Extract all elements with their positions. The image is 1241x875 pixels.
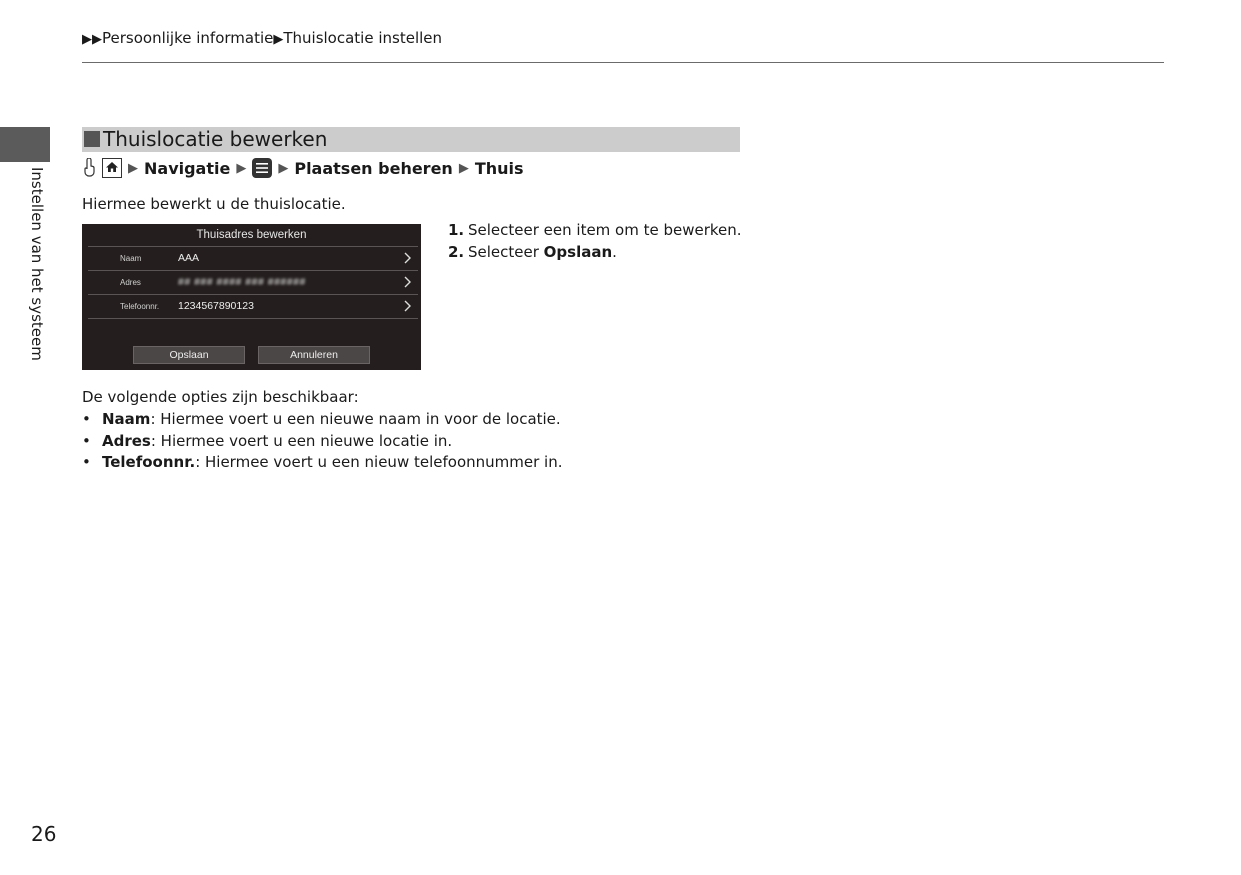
row-value-name[interactable]: AAA	[178, 252, 200, 264]
step-item	[448, 241, 742, 263]
breadcrumb-item-home-location: Thuislocatie instellen	[283, 29, 443, 47]
nav-separator: ▶	[278, 160, 289, 176]
step-text: Selecteer een item om te bewerken.	[468, 221, 742, 239]
chapter-tab	[0, 127, 50, 162]
list-item	[82, 452, 562, 474]
row-value-phone[interactable]: 1234567890123	[178, 300, 254, 312]
option-term: Naam	[102, 410, 151, 428]
nav-item-thuis: Thuis	[474, 158, 524, 178]
option-term: Telefoonnr.	[102, 453, 196, 471]
bullet: •	[82, 453, 91, 471]
breadcrumb-arrows: ▶▶	[82, 32, 102, 47]
step-emphasis: Opslaan	[543, 243, 613, 261]
steps-list	[448, 219, 742, 263]
finger-press-icon	[82, 158, 96, 178]
nav-separator: ▶	[128, 160, 138, 176]
screen-title: Thuisadres bewerken	[196, 229, 307, 241]
cancel-button[interactable]: Annuleren	[258, 346, 370, 364]
option-description: : Hiermee voert u een nieuwe naam in voor de locatie.	[150, 410, 561, 428]
section-square-icon	[84, 131, 100, 147]
step-text: Selecteer	[468, 243, 544, 261]
bullet: •	[82, 410, 91, 428]
option-description: : Hiermee voert u een nieuw telefoonnummer in.	[195, 453, 563, 471]
chapter-label: Instellen van het systeem	[28, 167, 46, 361]
options-intro: De volgende opties zijn beschikbaar:	[82, 388, 359, 406]
nav-item-plaatsen-beheren: Plaatsen beheren	[294, 158, 453, 178]
chevron-right-icon[interactable]	[401, 251, 413, 265]
section-title: Thuislocatie bewerken	[103, 127, 328, 151]
option-description: : Hiermee voert u een nieuwe locatie in.	[150, 431, 453, 450]
page-number: 26	[31, 822, 57, 846]
home-icon	[102, 158, 122, 178]
bullet: •	[82, 431, 91, 450]
step-text-end: .	[612, 243, 617, 261]
chevron-right-icon[interactable]	[401, 275, 413, 289]
step-item	[448, 219, 742, 241]
device-screen	[82, 224, 421, 370]
nav-separator: ▶	[236, 160, 247, 176]
screen-divider	[88, 270, 418, 271]
intro-text: Hiermee bewerkt u de thuislocatie.	[82, 195, 346, 213]
nav-item-navigatie: Navigatie	[144, 158, 231, 178]
screen-divider	[88, 318, 418, 319]
row-label-address: Adres	[120, 278, 141, 287]
options-list	[82, 409, 562, 474]
step-number: 1.	[448, 221, 465, 239]
list-item	[82, 409, 562, 431]
screen-divider	[88, 246, 418, 247]
screen-divider	[88, 294, 418, 295]
row-value-address[interactable]: ## ### #### ### ######	[178, 276, 306, 288]
step-number: 2.	[448, 243, 465, 261]
header-divider	[82, 62, 1164, 63]
breadcrumb-separator: ▶	[273, 32, 284, 47]
navigation-path	[82, 157, 524, 179]
breadcrumb	[82, 29, 442, 47]
row-label-phone: Telefoonnr.	[120, 302, 160, 311]
chevron-right-icon[interactable]	[401, 299, 413, 313]
option-term: Adres	[102, 431, 151, 450]
row-label-name: Naam	[120, 254, 142, 263]
save-button[interactable]: Opslaan	[133, 346, 245, 364]
menu-icon	[252, 158, 272, 178]
breadcrumb-item-personal-info: Persoonlijke informatie	[102, 29, 274, 47]
list-item	[82, 431, 562, 453]
nav-separator: ▶	[458, 160, 469, 176]
